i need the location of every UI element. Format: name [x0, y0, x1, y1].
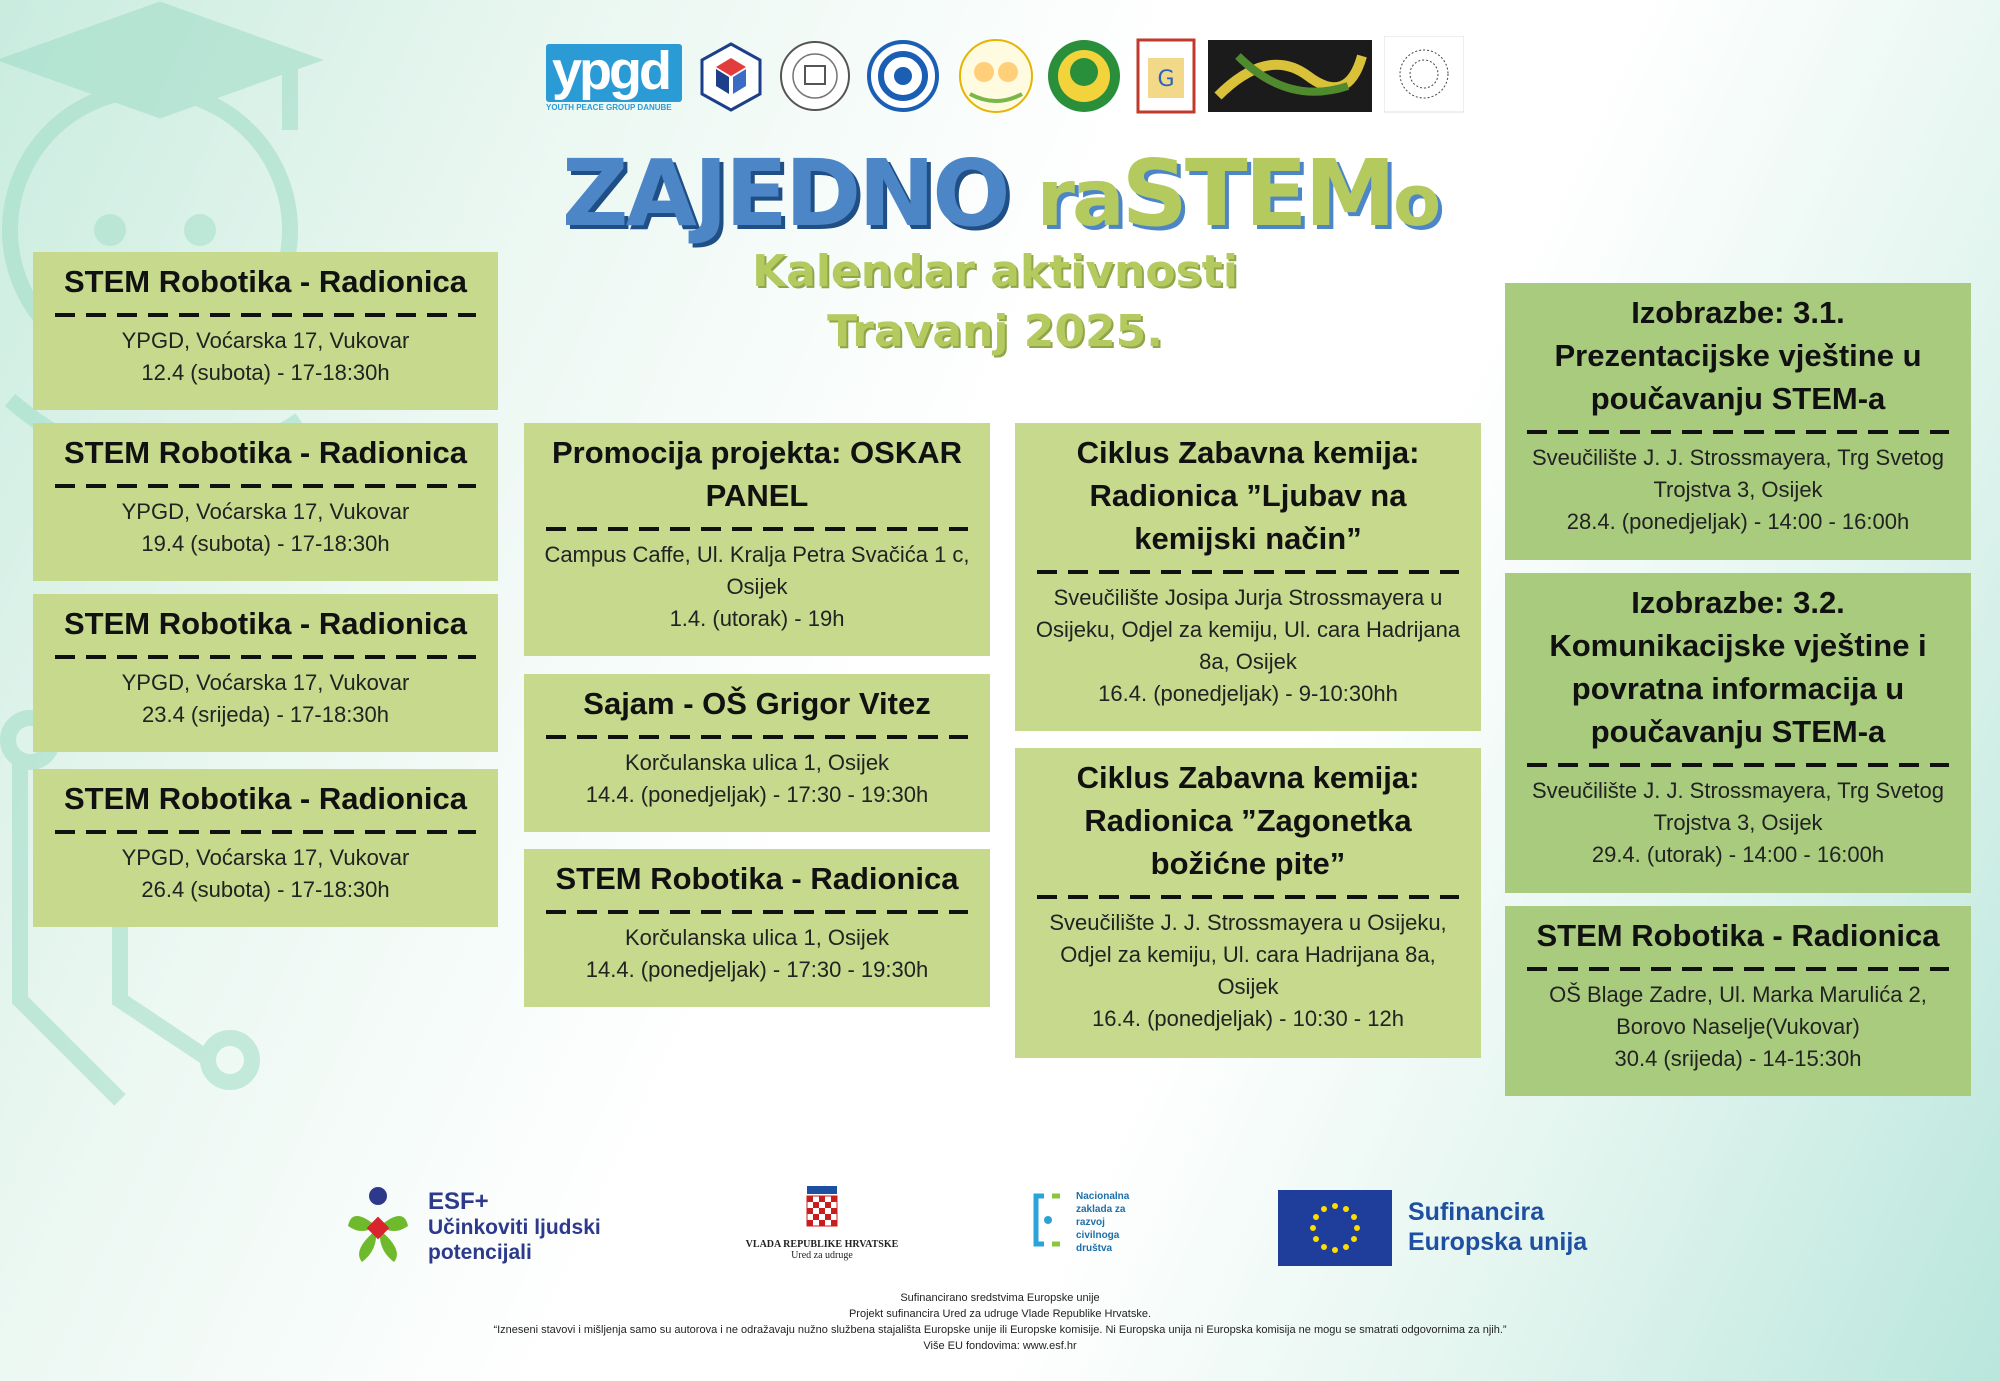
- event-title: kemijski način”: [1134, 521, 1362, 556]
- event-datetime: 14.4. (ponedjeljak) - 17:30 - 19:30h: [585, 957, 929, 982]
- title-zajedno: ZAJEDNO: [561, 140, 1037, 247]
- nzrcd-logo: [1032, 1190, 1152, 1270]
- event-datetime: 23.4 (srijeda) - 17-18:30h: [141, 702, 390, 727]
- event-card: [1015, 423, 1481, 731]
- nz-line: razvoj: [1076, 1217, 1105, 1228]
- dashed-divider: [55, 313, 476, 317]
- page-title: [0, 140, 2000, 247]
- vlada-line2: Ured za udruge: [791, 1250, 853, 1261]
- event-datetime: 19.4 (subota) - 17-18:30h: [141, 531, 390, 556]
- title-ra: ra: [1036, 154, 1122, 244]
- dark-banner-logo: [1208, 36, 1372, 116]
- event-card: [33, 594, 498, 752]
- vlada-logo: [732, 1186, 912, 1266]
- dashed-divider: [546, 735, 968, 739]
- event-card: [524, 674, 990, 832]
- subtitle-month: Travanj 2025.: [827, 306, 1163, 357]
- subtitle-calendar: Kalendar aktivnosti: [752, 246, 1238, 297]
- event-location: YPGD, Voćarska 17, Vukovar: [121, 499, 410, 524]
- title-o: o: [1393, 160, 1439, 242]
- dashed-divider: [1527, 763, 1949, 767]
- event-card: [33, 252, 498, 410]
- event-location: Campus Caffe, Ul. Kralja Petra Svačića 1 c,: [544, 542, 970, 567]
- event-card: [524, 849, 990, 1007]
- event-location: Korčulanska ulica 1, Osijek: [624, 925, 890, 950]
- event-datetime: 16.4. (ponedjeljak) - 9-10:30hh: [1098, 681, 1398, 706]
- vlada-line1: VLADA REPUBLIKE HRVATSKE: [745, 1239, 899, 1250]
- dashed-divider: [55, 830, 476, 834]
- title-stem: STEM: [1121, 140, 1394, 247]
- event-title: STEM Robotika - Radionica: [1536, 918, 1940, 953]
- ypgd-logo: [546, 36, 686, 116]
- event-location: Trojstva 3, Osijek: [1653, 477, 1823, 502]
- eu-logo: [1278, 1190, 1608, 1266]
- footer-line: Sufinancirano sredstvima Europske unije: [900, 1292, 1100, 1304]
- event-location: Sveučilište J. J. Strossmayera, Trg Svetog: [1531, 445, 1945, 470]
- event-location: YPGD, Voćarska 17, Vukovar: [121, 670, 410, 695]
- nz-line: društva: [1076, 1243, 1113, 1254]
- event-card: [33, 769, 498, 927]
- event-datetime: 16.4. (ponedjeljak) - 10:30 - 12h: [1092, 1006, 1404, 1031]
- footer-line: Projekt sufinancira Ured za udruge Vlade Republike Hrvatske.: [848, 1308, 1152, 1320]
- event-location: YPGD, Voćarska 17, Vukovar: [121, 328, 410, 353]
- event-card: [33, 423, 498, 581]
- footer-line: “Izneseni stavovi i mišljenja samo su autorova i ne odražavaju nužno službena stajališta Europske unije ili Europske komisije. Ni Europska unija ni Europska komisija ne mogu se smatrati odgovornima za njih.”: [493, 1324, 1507, 1336]
- event-location: Osijek: [1217, 974, 1279, 999]
- esf-top-text: ESF+: [428, 1188, 489, 1215]
- kindergarten-logo: [954, 36, 1038, 116]
- event-title: Sajam - OŠ Grigor Vitez: [583, 686, 931, 721]
- event-title: STEM Robotika - Radionica: [63, 264, 468, 299]
- event-title: Izobrazbe: 3.2.: [1631, 585, 1845, 620]
- event-title: Ciklus Zabavna kemija:: [1076, 435, 1420, 470]
- event-title: PANEL: [705, 478, 809, 513]
- dashed-divider: [1527, 967, 1949, 971]
- eu-line1: Sufinancira: [1408, 1198, 1545, 1226]
- event-title: STEM Robotika - Radionica: [555, 861, 959, 896]
- event-title: povratna informacija u: [1571, 671, 1905, 706]
- eu-line2: Europska unija: [1408, 1228, 1588, 1256]
- ypgd-logo-caption: YOUTH PEACE GROUP DANUBE: [546, 103, 672, 112]
- dashed-divider: [55, 655, 476, 659]
- svg-text:G: G: [1157, 67, 1175, 92]
- event-datetime: 14.4. (ponedjeljak) - 17:30 - 19:30h: [585, 782, 929, 807]
- dashed-divider: [546, 527, 968, 531]
- event-title: Ciklus Zabavna kemija:: [1076, 760, 1420, 795]
- event-title: Komunikacijske vještine i: [1549, 628, 1927, 663]
- event-location: OŠ Blage Zadre, Ul. Marka Marulića 2,: [1549, 982, 1927, 1007]
- esf-logo: [342, 1186, 612, 1266]
- event-location: Odjel za kemiju, Ul. cara Hadrijana 8a,: [1060, 942, 1436, 967]
- event-datetime: 30.4 (srijeda) - 14-15:30h: [1614, 1046, 1862, 1071]
- event-title: poučavanju STEM-a: [1590, 381, 1886, 416]
- event-location: Osijeku, Odjel za kemiju, Ul. cara Hadrijana: [1035, 617, 1461, 642]
- esf-flower-icon: [342, 1186, 414, 1266]
- dashed-divider: [1037, 895, 1459, 899]
- event-title: Prezentacijske vještine u: [1554, 338, 1922, 373]
- event-title: STEM Robotika - Radionica: [63, 435, 468, 470]
- event-location: Korčulanska ulica 1, Osijek: [624, 750, 890, 775]
- school-logo: [1134, 36, 1198, 116]
- cube-logo: [698, 36, 764, 116]
- university-seal-logo: [778, 36, 852, 116]
- event-location: 8a, Osijek: [1199, 649, 1297, 674]
- event-card: [1505, 283, 1971, 560]
- bracket-icon: [1032, 1192, 1064, 1248]
- event-location: Sveučilište J. J. Strossmayera, Trg Svetog: [1531, 778, 1945, 803]
- dashed-divider: [1037, 570, 1459, 574]
- event-title: Promocija projekta: OSKAR: [552, 435, 962, 470]
- dashed-divider: [546, 910, 968, 914]
- circle-target-logo: [866, 36, 940, 116]
- event-title: božićne pite”: [1150, 846, 1346, 881]
- event-title: Izobrazbe: 3.1.: [1631, 295, 1845, 330]
- event-title: STEM Robotika - Radionica: [63, 606, 468, 641]
- event-location: YPGD, Voćarska 17, Vukovar: [121, 845, 410, 870]
- event-card: [1505, 573, 1971, 893]
- esf-line2: potencijali: [428, 1241, 532, 1264]
- footer-disclaimer: [0, 1290, 2000, 1354]
- green-round-logo: [1046, 36, 1122, 116]
- nz-line: Nacionalna: [1076, 1191, 1130, 1202]
- nz-line: civilnoga: [1076, 1230, 1120, 1241]
- dashed-divider: [55, 484, 476, 488]
- event-datetime: 29.4. (utorak) - 14:00 - 16:00h: [1591, 842, 1885, 867]
- event-datetime: 12.4 (subota) - 17-18:30h: [141, 360, 390, 385]
- event-location: Sveučilište Josipa Jurja Strossmayera u: [1053, 585, 1443, 610]
- event-location: Trojstva 3, Osijek: [1653, 810, 1823, 835]
- esf-line1: Učinkoviti ljudski: [428, 1216, 601, 1239]
- event-location: Sveučilište J. J. Strossmayera u Osijeku,: [1049, 910, 1447, 935]
- event-title: poučavanju STEM-a: [1590, 714, 1886, 749]
- event-datetime: 1.4. (utorak) - 19h: [669, 606, 845, 631]
- sunburst-logo: [1384, 36, 1464, 116]
- event-location: Osijek: [726, 574, 788, 599]
- nz-line: zaklada za: [1076, 1204, 1126, 1215]
- event-card: [524, 423, 990, 656]
- event-card: [1015, 748, 1481, 1058]
- event-title: Radionica ”Ljubav na: [1089, 478, 1407, 513]
- ypgd-logo-text: ypgd: [552, 41, 669, 101]
- event-title: Radionica ”Zagonetka: [1084, 803, 1412, 838]
- dashed-divider: [1527, 430, 1949, 434]
- event-card: [1505, 906, 1971, 1096]
- croatian-coat-of-arms-icon: [805, 1186, 839, 1232]
- eu-flag-icon: [1278, 1190, 1392, 1266]
- event-location: Borovo Naselje(Vukovar): [1616, 1014, 1860, 1039]
- event-datetime: 28.4. (ponedjeljak) - 14:00 - 16:00h: [1566, 509, 1910, 534]
- event-title: STEM Robotika - Radionica: [63, 781, 468, 816]
- footer-line: Više EU fondovima: www.esf.hr: [923, 1340, 1077, 1352]
- event-datetime: 26.4 (subota) - 17-18:30h: [141, 877, 390, 902]
